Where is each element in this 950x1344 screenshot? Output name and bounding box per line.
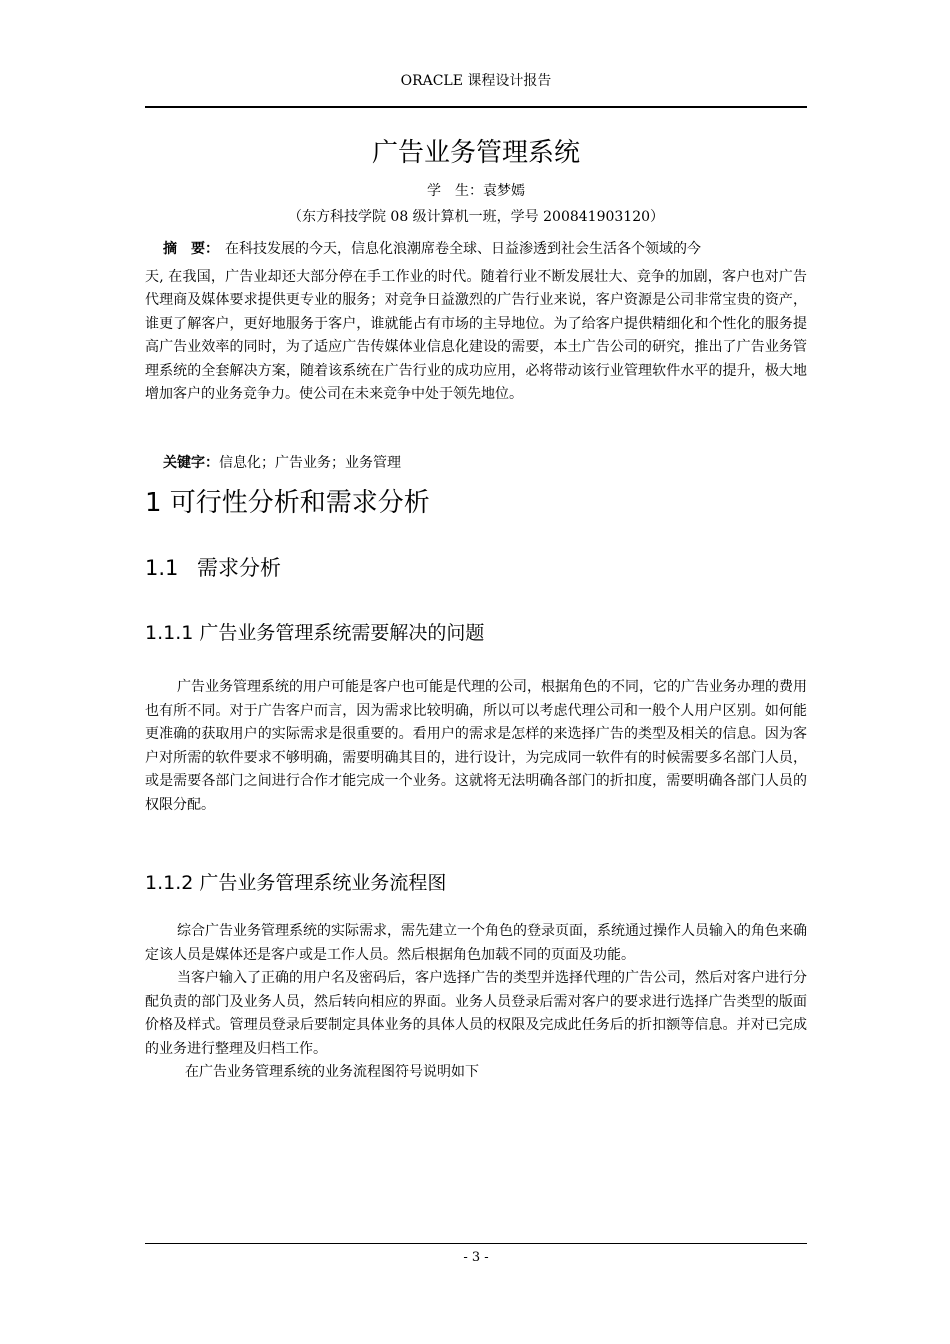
abstract-first-text: 在科技发展的今天，信息化浪潮席卷全球、日益渗透到社会生活各个领域的今 [225,241,701,257]
section-1-1-title: 需求分析 [197,556,281,580]
paragraph: 广告业务管理系统的用户可能是客户也可能是代理的公司，根据角色的不同，它的广告业务办理的费用也有所不同。对于广告客户而言，因为需求比较明确，所以可以考虑代理公司和一般个人用户区别。如何能更准确的获取用户的实际需求是很重要的。看用户的需求是怎样的来选择广告的类型及相关的信息。因为客户对所需的软件要求不够明确，需要明确其目的，进行设计，为完成同一软件有的时候需要多名部门人员，或是需要各部门之间进行合作才能完成一个业务。这就将无法明确各部门的折扣度，需要明确各部门人员的权限分配。 [145,679,807,813]
section-1-heading: 1 可行性分析和需求分析 [145,488,430,518]
section-1-1-2-heading: 1.1.2 广告业务管理系统业务流程图 [145,872,447,894]
section-1-1-1-body [145,676,807,817]
abstract-label: 摘 要： [163,241,219,257]
header-rule [145,106,807,108]
section-1-1-2-body [145,920,807,1085]
section-1-1-1-heading: 1.1.1 广告业务管理系统需要解决的问题 [145,622,485,644]
paragraph: 在广告业务管理系统的业务流程图符号说明如下 [185,1064,479,1080]
abstract-first-line [145,238,807,262]
abstract-body: 天, 在我国，广告业却还大部分停在手工作业的时代。随着行业不断发展壮大、竞争的加剧，客户也对广告代理商及媒体要求提供更专业的服务；对竞争日益激烈的广告行业来说，客户资源是公司非常宝贵的资产，谁更了解客户，更好地服务于客户，谁就能占有市场的主导地位。为了给客户提供精细化和个性化的服务提高广告业效率的同时，为了适应广告传媒体业信息化建设的需要，本土广告公司的研究，推出了广告业务管理系统的全套解决方案，随着该系统在广告行业的成功应用，必将带动该行业管理软件水平的提升，极大地增加客户的业务竞争力。使公司在未来竞争中处于领先地位。 [145,268,807,402]
section-1-1-number: 1.1 [145,556,179,580]
footer-rule [145,1243,807,1244]
running-header: ORACLE 课程设计报告 [400,73,552,89]
keywords-label: 关键字： [163,455,219,471]
document-title: 广告业务管理系统 [371,138,580,168]
keywords-text: 信息化；广告业务；业务管理 [219,455,401,471]
paragraph: 综合广告业务管理系统的实际需求，需先建立一个角色的登录页面，系统通过操作人员输入的角色来确定该人员是媒体还是客户或是工作人员。然后根据角色加载不同的页面及功能。 [145,923,807,963]
affiliation-line: （东方科技学院 08 级计算机一班，学号 200841903120） [287,209,665,225]
page-number: - 3 - [463,1250,489,1265]
paragraph: 当客户输入了正确的用户名及密码后，客户选择广告的类型并选择代理的广告公司，然后对客户进行分配负责的部门及业务人员，然后转向相应的界面。业务人员登录后需对客户的要求进行选择广告类型的版面价格及样式。管理员登录后要制定具体业务的具体人员的权限及完成此任务后的折扣额等信息。并对已完成的业务进行整理及归档工作。 [145,970,807,1057]
section-1-1-heading [145,552,281,582]
keywords [163,452,401,472]
abstract [145,238,807,407]
author-line: 学 生：袁梦嫣 [427,183,525,199]
